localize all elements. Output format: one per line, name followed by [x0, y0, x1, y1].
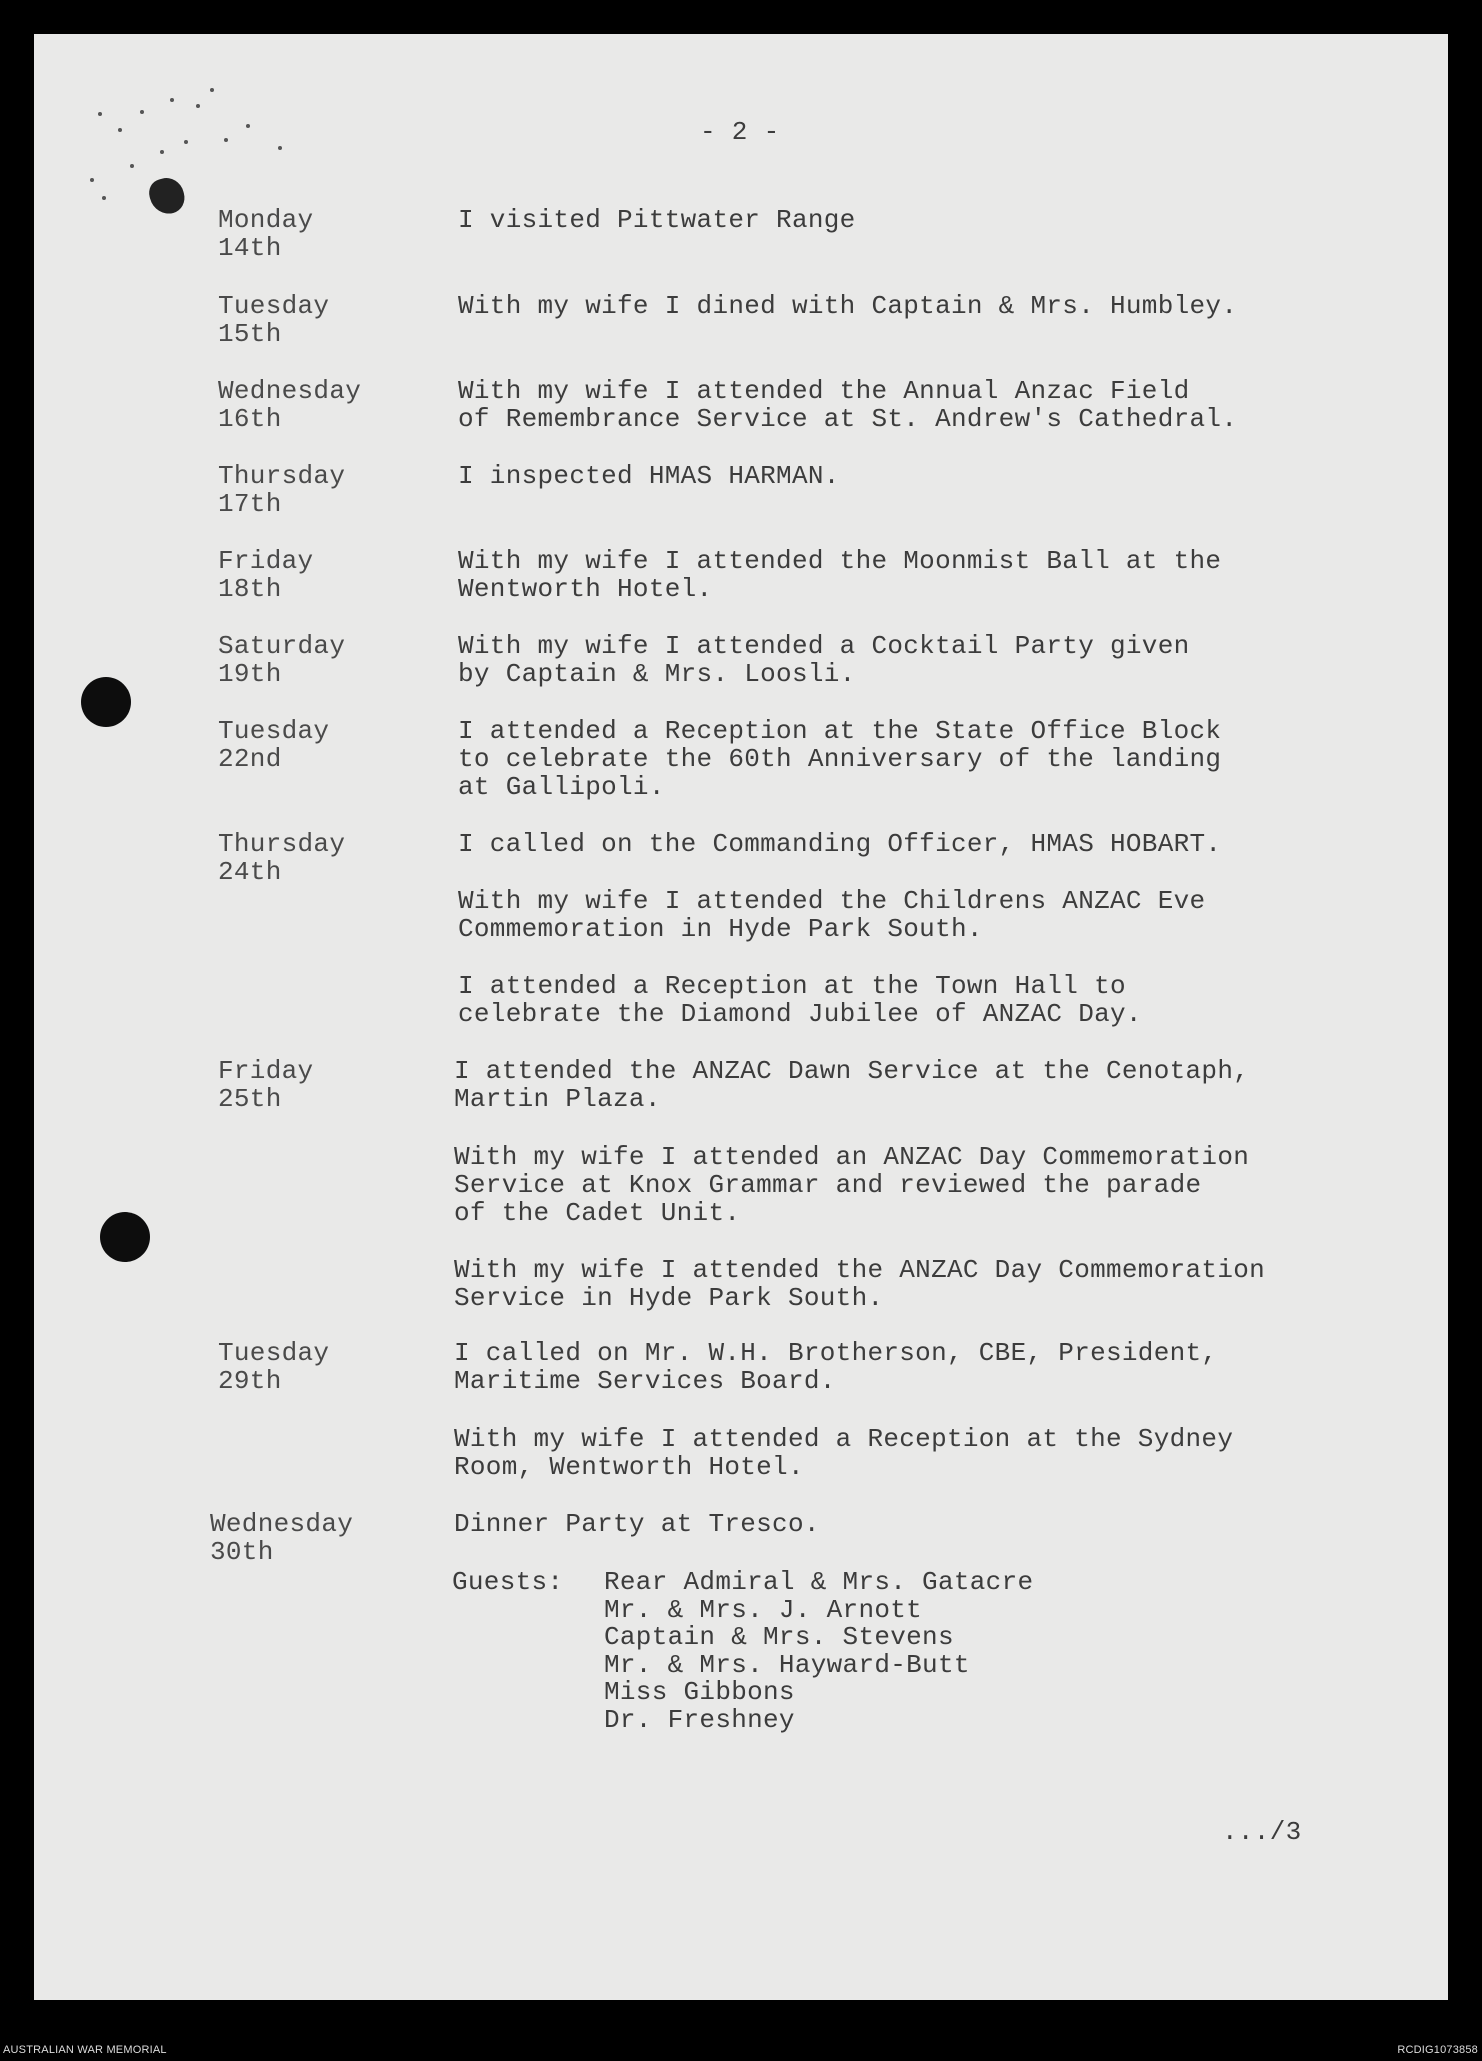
entry-date: 24th: [218, 857, 282, 887]
pin-mark: [102, 196, 106, 200]
entry-text-line: at Gallipoli.: [458, 772, 665, 802]
entry-text-line: With my wife I attended the Childrens ANZAC Eve: [458, 886, 1206, 916]
entry-text-line: celebrate the Diamond Jubilee of ANZAC Day.: [458, 999, 1142, 1029]
entry-text-line: I attended a Reception at the State Office Block: [458, 716, 1222, 746]
entry-text-line: Dinner Party at Tresco.: [454, 1509, 820, 1539]
guests-label: Guests:: [452, 1567, 564, 1597]
entry-text-line: With my wife I dined with Captain & Mrs. Humbley.: [458, 291, 1238, 321]
entry-text-line: With my wife I attended a Reception at the Sydney: [454, 1424, 1234, 1454]
entry-day: Thursday: [218, 829, 346, 859]
page-number: - 2 -: [700, 117, 780, 147]
entry-text-line: of the Cadet Unit.: [454, 1198, 741, 1228]
entry-date: 14th: [218, 233, 282, 263]
entry-date: 19th: [218, 659, 282, 689]
guest-name: Mr. & Mrs. J. Arnott: [604, 1594, 923, 1625]
pin-mark: [140, 110, 144, 114]
pin-mark: [160, 150, 164, 154]
entry-day: Friday: [218, 1056, 314, 1086]
entry-day: Friday: [218, 546, 314, 576]
guest-name: Miss Gibbons: [604, 1677, 795, 1707]
entry-text-line: With my wife I attended a Cocktail Party given: [458, 631, 1190, 661]
pin-mark: [98, 112, 102, 116]
entry-text-line: Room, Wentworth Hotel.: [454, 1452, 804, 1482]
entry-date: 18th: [218, 574, 282, 604]
pin-mark: [278, 146, 282, 150]
pin-mark: [246, 124, 250, 128]
entry-text-line: With my wife I attended the ANZAC Day Commemoration: [454, 1255, 1266, 1285]
entry-date: 30th: [210, 1537, 274, 1567]
guest-name: Captain & Mrs. Stevens: [604, 1622, 954, 1652]
entry-day: Monday: [218, 205, 314, 235]
pin-mark: [224, 138, 228, 142]
entry-text-line: to celebrate the 60th Anniversary of the landing: [458, 744, 1222, 774]
entry-text-line: I inspected HMAS HARMAN.: [458, 461, 840, 491]
continuation-marker: .../3: [1222, 1817, 1302, 1847]
guest-name: Rear Admiral & Mrs. Gatacre: [604, 1567, 1034, 1597]
entry-date: 16th: [218, 404, 282, 434]
entry-date: 17th: [218, 489, 282, 519]
pin-mark: [118, 128, 122, 132]
entry-text-line: by Captain & Mrs. Loosli.: [458, 659, 856, 689]
pin-mark: [196, 104, 200, 108]
entry-day: Wednesday: [210, 1509, 354, 1539]
pin-mark: [170, 98, 174, 102]
entry-day: Tuesday: [218, 1338, 330, 1368]
entry-date: 29th: [218, 1366, 282, 1396]
guest-name: Mr. & Mrs. Hayward-Butt: [604, 1649, 970, 1680]
entry-text-line: I visited Pittwater Range: [458, 205, 856, 235]
entry-text-line: Maritime Services Board.: [454, 1366, 836, 1396]
pin-mark: [210, 88, 214, 92]
entry-text-line: I called on the Commanding Officer, HMAS HOBART.: [458, 829, 1222, 859]
entry-date: 15th: [218, 319, 282, 349]
entry-date: 22nd: [218, 744, 282, 774]
entry-day: Thursday: [218, 461, 346, 491]
entry-text-line: I attended a Reception at the Town Hall to: [458, 971, 1126, 1001]
entry-date: 25th: [218, 1084, 282, 1114]
entry-day: Saturday: [218, 631, 346, 661]
punch-hole-top: [81, 677, 131, 727]
pin-mark: [90, 178, 94, 182]
entry-text-line: Wentworth Hotel.: [458, 574, 713, 604]
entry-text-line: Service in Hyde Park South.: [454, 1283, 884, 1313]
entry-text-line: Commemoration in Hyde Park South.: [458, 914, 983, 944]
punch-hole-bottom: [100, 1212, 150, 1262]
entry-day: Wednesday: [218, 376, 362, 406]
pin-mark: [184, 140, 188, 144]
entry-text-line: Martin Plaza.: [454, 1084, 661, 1114]
entry-text-line: I attended the ANZAC Dawn Service at the Cenotaph,: [454, 1056, 1250, 1086]
entry-day: Tuesday: [218, 291, 330, 321]
entry-text-line: I called on Mr. W.H. Brotherson, CBE, President,: [454, 1338, 1218, 1368]
footer-credit: AUSTRALIAN WAR MEMORIAL: [3, 2044, 167, 2056]
entry-text-line: of Remembrance Service at St. Andrew's Cathedral.: [458, 404, 1238, 434]
pin-mark: [130, 164, 134, 168]
entry-text-line: With my wife I attended the Moonmist Ball at the: [458, 546, 1222, 576]
entry-day: Tuesday: [218, 716, 330, 746]
footer-reference: RCDIG1073858: [1397, 2044, 1478, 2056]
guest-name: Dr. Freshney: [604, 1704, 795, 1735]
entry-text-line: Service at Knox Grammar and reviewed the parade: [454, 1170, 1202, 1200]
entry-text-line: With my wife I attended an ANZAC Day Commemoration: [454, 1142, 1250, 1172]
entry-text-line: With my wife I attended the Annual Anzac Field: [458, 376, 1190, 406]
